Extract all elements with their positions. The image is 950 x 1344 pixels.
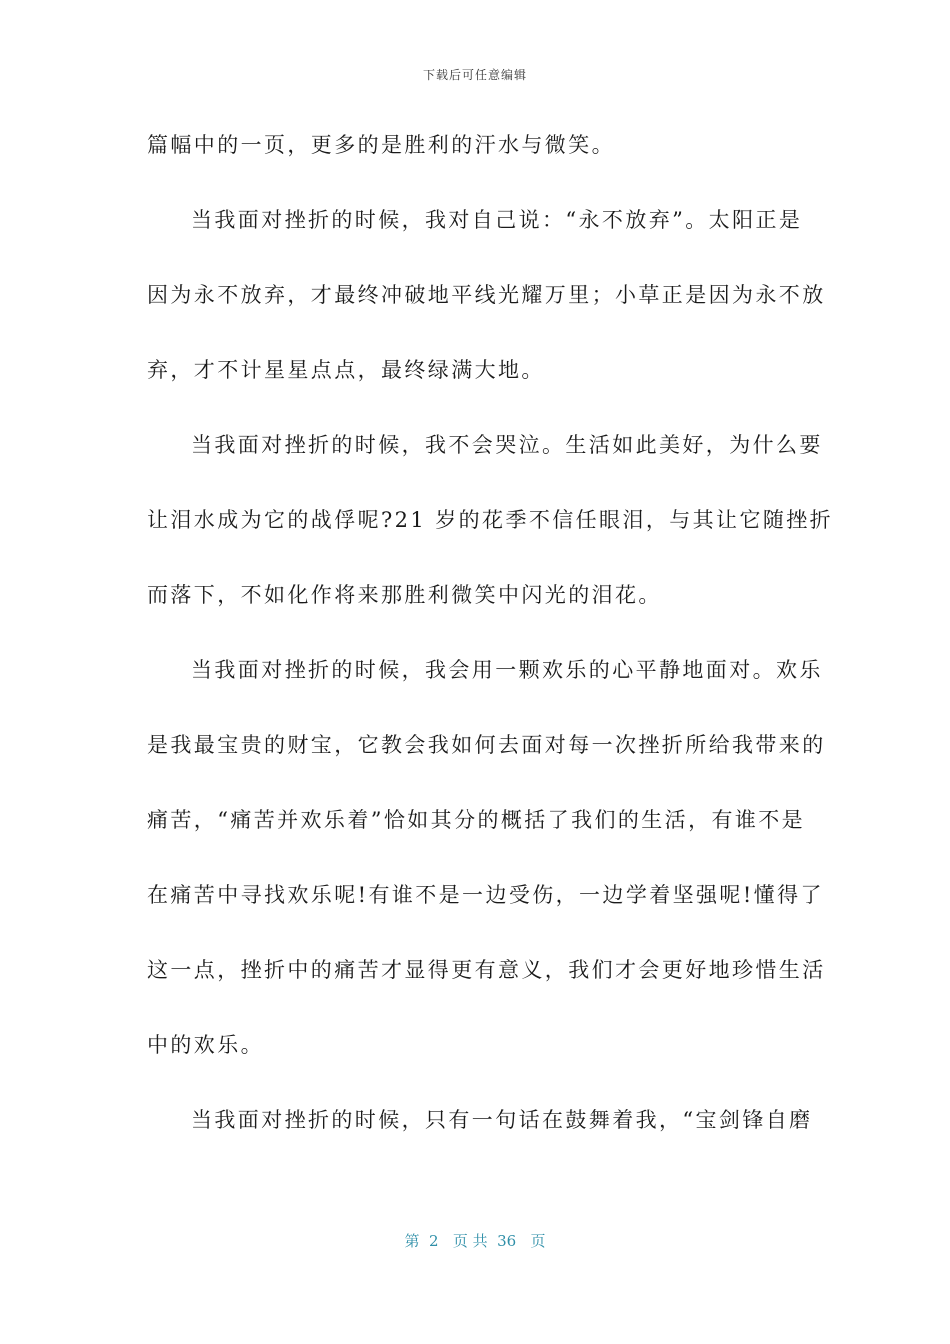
paragraph-first-line: 当我面对挫折的时候，我对自己说：“永不放弃”。太阳正是 <box>191 208 803 232</box>
text-line: 在痛苦中寻找欢乐呢!有谁不是一边受伤，一边学着坚强呢!懂得了 <box>147 883 824 907</box>
text-line: 痛苦，“痛苦并欢乐着”恰如其分的概括了我们的生活，有谁不是 <box>147 808 806 832</box>
text-line: 篇幅中的一页，更多的是胜利的汗水与微笑。 <box>147 133 615 157</box>
text-line: 弃，才不计星星点点，最终绿满大地。 <box>147 358 545 382</box>
page-number-footer: 第 2 页 共 36 页 <box>404 1232 546 1250</box>
paragraph-first-line: 当我面对挫折的时候，我会用一颗欢乐的心平静地面对。欢乐 <box>191 658 823 682</box>
text-line: 是我最宝贵的财宝，它教会我如何去面对每一次挫折所给我带来的 <box>147 733 826 757</box>
document-body <box>147 125 834 1175</box>
text-line: 因为永不放弃，才最终冲破地平线光耀万里；小草正是因为永不放 <box>147 283 826 307</box>
text-line: 中的欢乐。 <box>147 1033 264 1057</box>
text-line: 这一点，挫折中的痛苦才显得更有意义，我们才会更好地珍惜生活 <box>147 958 826 982</box>
paragraph-first-line: 当我面对挫折的时候，只有一句话在鼓舞着我，“宝剑锋自磨 <box>191 1108 813 1132</box>
page-header-note: 下载后可任意编辑 <box>422 68 527 82</box>
text-line: 让泪水成为它的战俘呢?21 岁的花季不信任眼泪，与其让它随挫折 <box>147 508 834 532</box>
text-line: 而落下，不如化作将来那胜利微笑中闪光的泪花。 <box>147 583 662 607</box>
paragraph-first-line: 当我面对挫折的时候，我不会哭泣。生活如此美好，为什么要 <box>191 433 823 457</box>
